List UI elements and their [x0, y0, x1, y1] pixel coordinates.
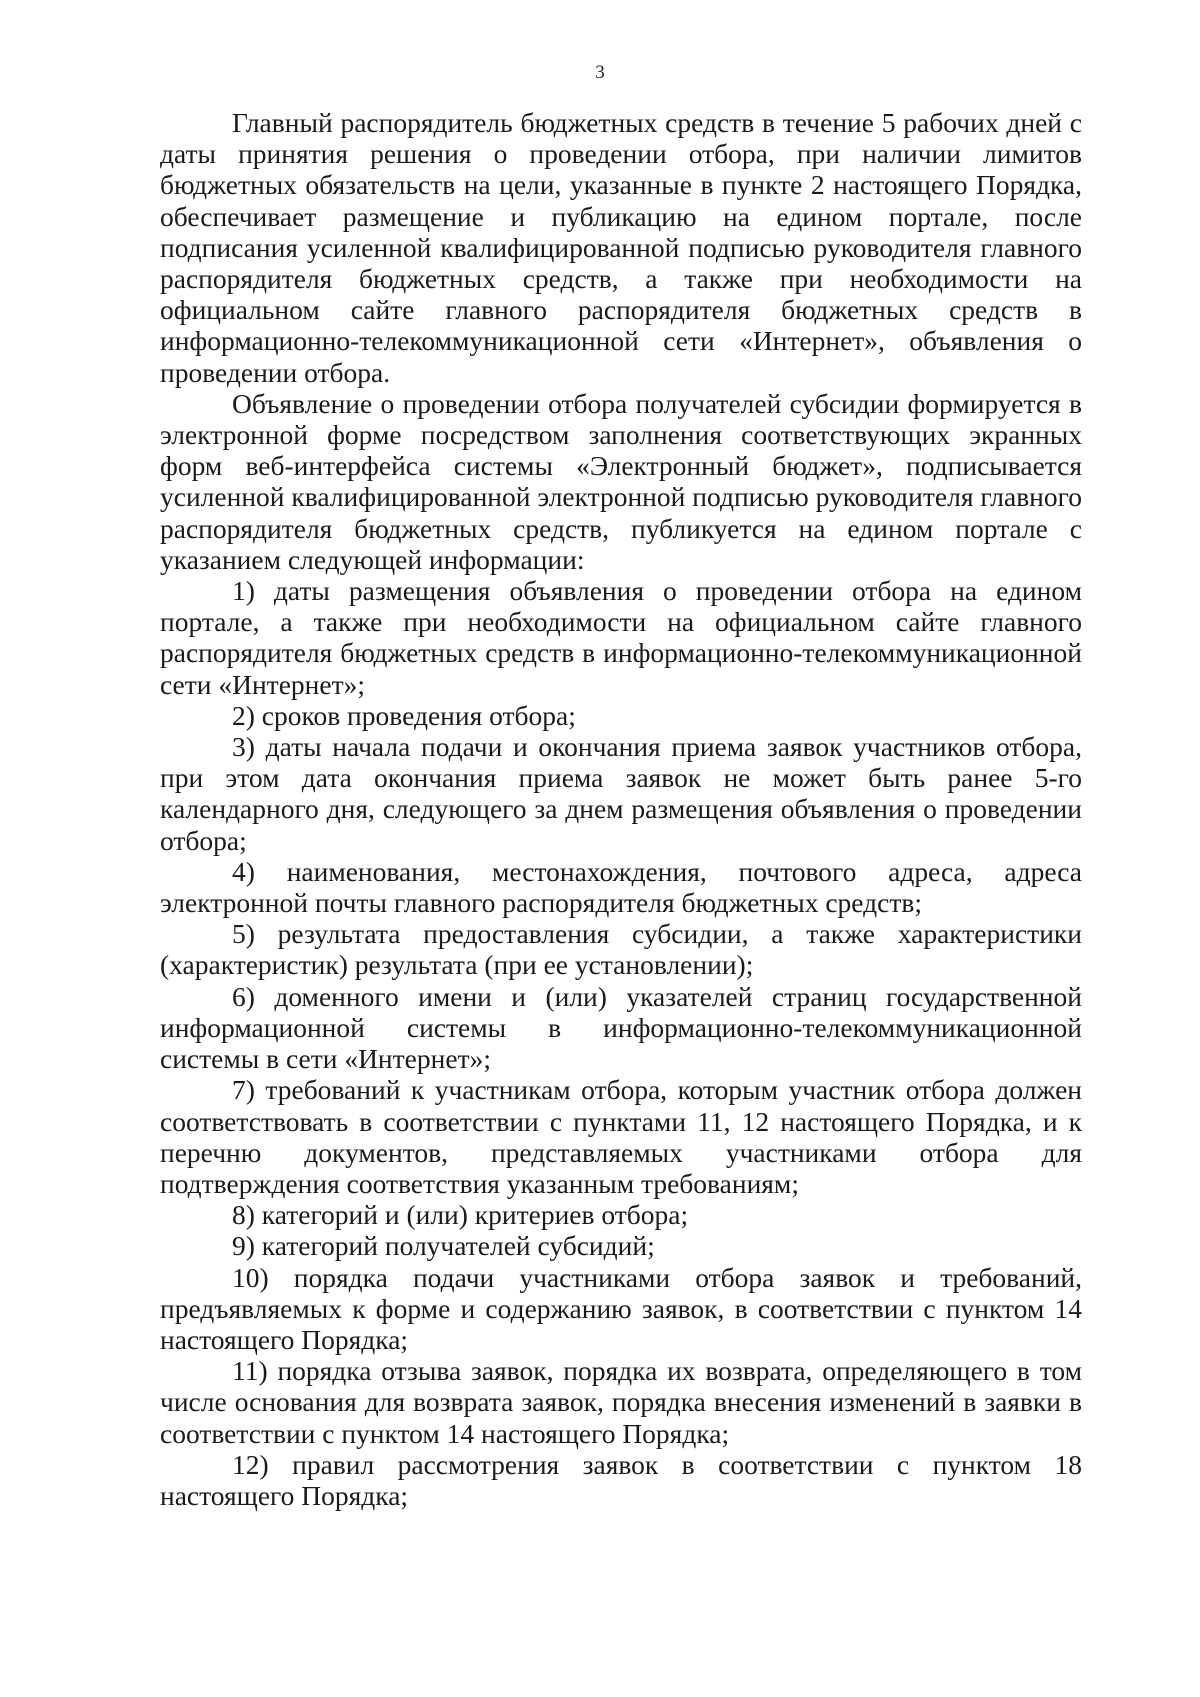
list-item-12: 12) правил рассмотрения заявок в соответствии с пунктом 18 настоящего Порядка;: [160, 1448, 1082, 1511]
list-item-10: 10) порядка подачи участниками отбора заявок и требований, предъявляемых к форме и содержанию заявок, в соответствии с пунктом 14 настоящего Порядка;: [160, 1261, 1082, 1355]
list-item-8: 8) категорий и (или) критериев отбора;: [232, 1199, 689, 1231]
list-item-5: 5) результата предоставления субсидии, а также характеристики (характеристик) результата (при ее установлении);: [160, 918, 1082, 981]
list-item-3: 3) даты начала подачи и окончания приема заявок участников отбора, при этом дата окончания приема заявок не может быть ранее 5-го календарного дня, следующего за днем размещения объявления о проведении отбора;: [160, 731, 1082, 856]
list-item-6: 6) доменного имени и (или) указателей страниц государственной информационной системы в информационно-телекоммуникационной системы в сети «Интернет»;: [160, 980, 1082, 1075]
document-body: [160, 107, 1082, 1511]
paragraph-announcement-form: Объявление о проведении отбора получателей субсидии формируется в электронной форме посредством заполнения соответствующих экранных форм веб-интерфейса системы «Электронный бюджет», подписывается усиленной квалифицированной электронной подписью руководителя главного распорядителя бюджетных средств, публикуется на едином портале с указанием следующей информации:: [160, 387, 1082, 575]
page-number: 3: [595, 62, 605, 83]
list-item-7: 7) требований к участникам отбора, которым участник отбора должен соответствовать в соответствии с пунктами 11, 12 настоящего Порядка, и к перечню документов, представляемых участниками отбора для подтверждения соответствия указанным требованиям;: [160, 1074, 1082, 1199]
paragraph-announcement-publication: Главный распорядитель бюджетных средств в течение 5 рабочих дней с даты принятия решения о проведении отбора, при наличии лимитов бюджетных обязательств на цели, указанные в пункте 2 настоящего Порядка, обеспечивает размещение и публикацию на едином портале, после подписания усиленной квалифицированной подписью руководителя главного распорядителя бюджетных средств, а также при необходимости на официальном сайте главного распорядителя бюджетных средств в информационно-телекоммуникационной сети «Интернет», объявления о проведении отбора.: [160, 107, 1082, 388]
list-item-4: 4) наименования, местонахождения, почтового адреса, адреса электронной почты главного распорядителя бюджетных средств;: [160, 855, 1082, 919]
list-item-9: 9) категорий получателей субсидий;: [232, 1230, 655, 1262]
list-item-2: 2) сроков проведения отбора;: [232, 699, 576, 731]
list-item-1: 1) даты размещения объявления о проведении отбора на едином портале, а также при необходимости на официальном сайте главного распорядителя бюджетных средств в информационно-телекоммуникационной сети «Интернет»;: [160, 575, 1082, 700]
list-item-11: 11) порядка отзыва заявок, порядка их возврата, определяющего в том числе основания для возврата заявок, порядка внесения изменений в заявки в соответствии с пунктом 14 настоящего Порядка;: [160, 1355, 1082, 1449]
